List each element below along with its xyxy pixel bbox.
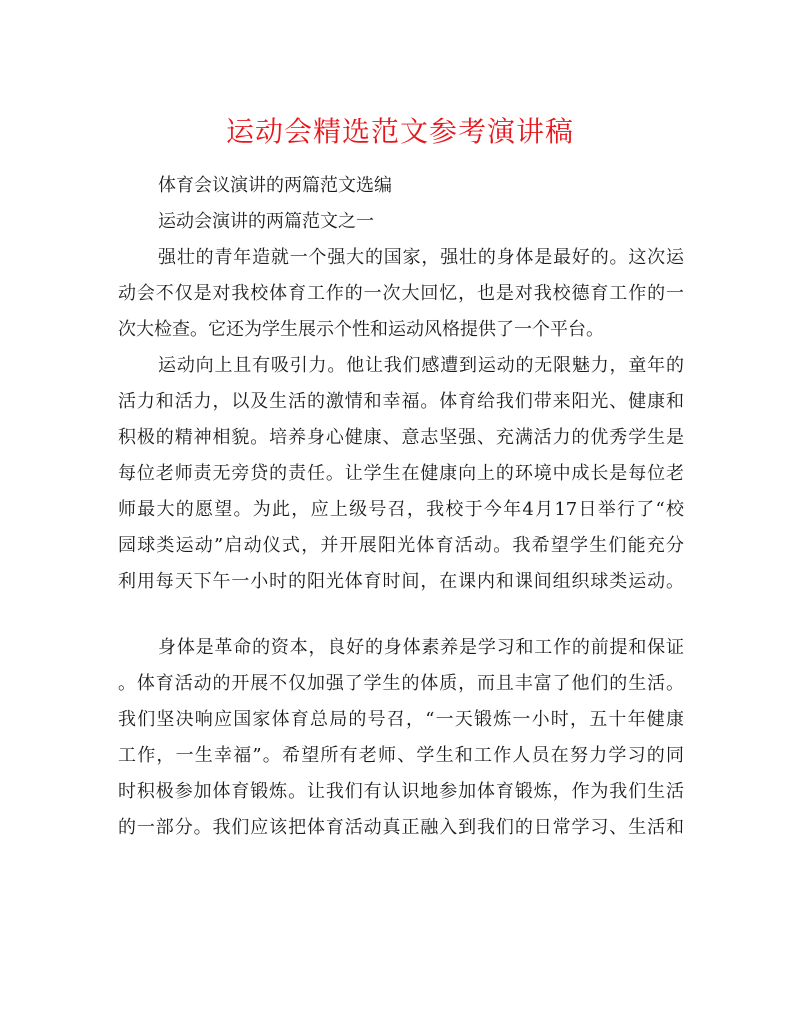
subheading-line: 运动会演讲的两篇范文之一 xyxy=(158,211,374,232)
paragraph-line: 动会不仅是对我校体育工作的一次大回忆，也是对我校德育工作的一 xyxy=(118,283,684,304)
document-title: 运动会精选范文参考演讲稿 xyxy=(225,115,574,148)
paragraph-line: 师最大的愿望。为此，应上级号召，我校于今年4月17日举行了“校 xyxy=(118,499,684,520)
paragraph-line: 运动向上且有吸引力。他让我们感遭到运动的无限魅力，童年的 xyxy=(158,355,684,376)
paragraph-line: 的一部分。我们应该把体育活动真正融入到我们的日常学习、生活和 xyxy=(118,817,684,838)
paragraph-line: 次大检查。它还为学生展示个性和运动风格提供了一个平台。 xyxy=(118,319,604,340)
subheading-line: 体育会议演讲的两篇范文选编 xyxy=(158,175,392,196)
paragraph-line: 身体是革命的资本，良好的身体素养是学习和工作的前提和保证 xyxy=(158,637,684,658)
paragraph-line: 工作，一生幸福”。希望所有老师、学生和工作人员在努力学习的同 xyxy=(118,745,684,766)
document-body xyxy=(118,168,684,846)
paragraph-line: 积极的精神相貌。培养身心健康、意志坚强、充满活力的优秀学生是 xyxy=(118,427,684,448)
paragraph-line: 利用每天下午一小时的阳光体育时间，在课内和课间组织球类运动。 xyxy=(118,571,684,592)
paragraph-line: 强壮的青年造就一个强大的国家，强壮的身体是最好的。这次运 xyxy=(158,247,684,268)
paragraph-line: 我们坚决响应国家体育总局的号召，“一天锻炼一小时，五十年健康 xyxy=(118,709,684,730)
paragraph-line: 每位老师责无旁贷的责任。让学生在健康向上的环境中成长是每位老 xyxy=(118,463,684,484)
paragraph-line: 。体育活动的开展不仅加强了学生的体质，而且丰富了他们的生活。 xyxy=(118,673,684,694)
paragraph-line: 活力和活力，以及生活的激情和幸福。体育给我们带来阳光、健康和 xyxy=(118,391,684,412)
paragraph-line: 时积极参加体育锻炼。让我们有认识地参加体育锻炼，作为我们生活 xyxy=(118,781,684,802)
paragraph-line: 园球类运动”启动仪式，并开展阳光体育活动。我希望学生们能充分 xyxy=(118,535,684,556)
paragraph-gap xyxy=(118,600,684,630)
